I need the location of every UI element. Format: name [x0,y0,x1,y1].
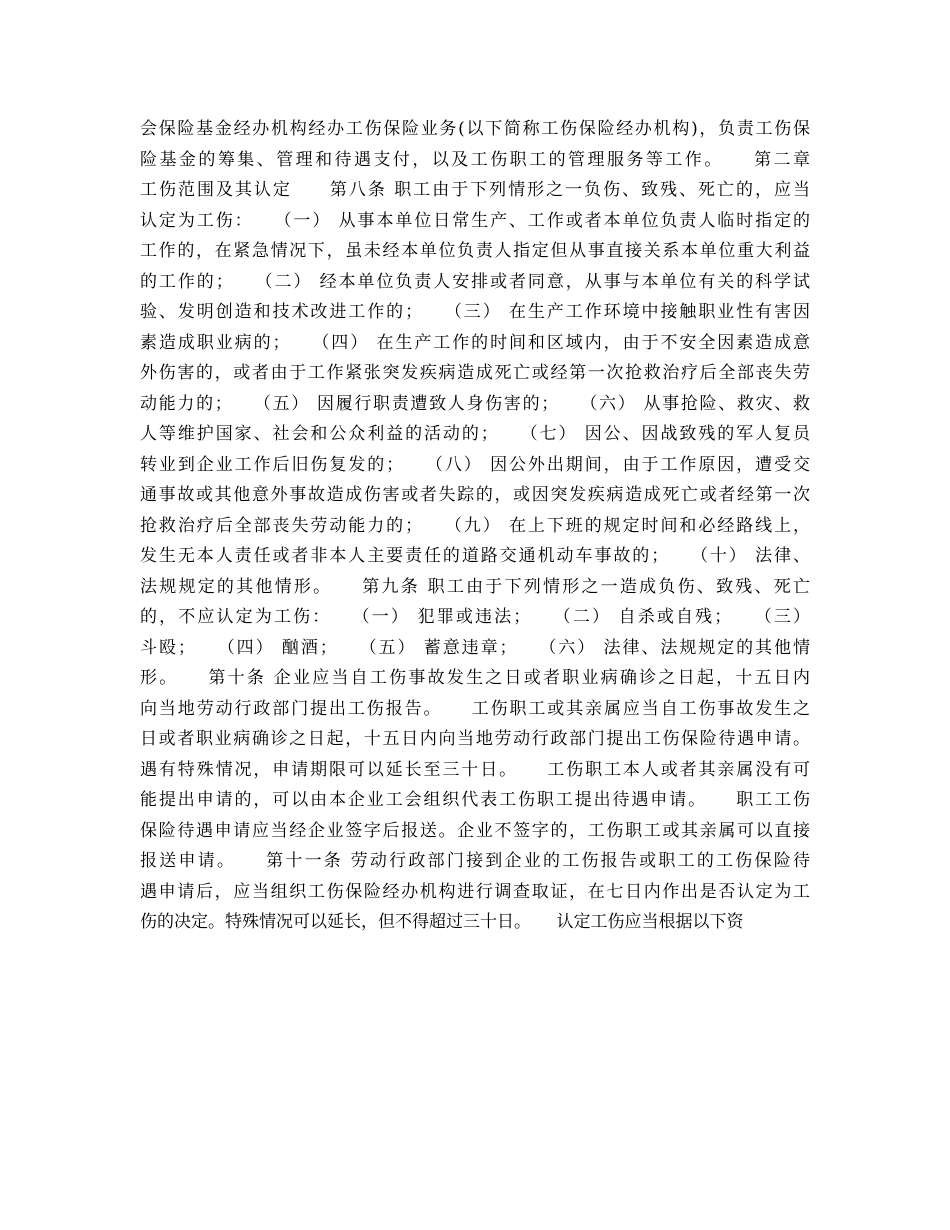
body-text [140,114,810,938]
text-line: 工作的，在紧急情况下，虽未经本单位负责人指定但从事直接关系本单位重大利益 [140,241,810,261]
text-line: 发生无本人责任或者非本人主要责任的道路交通机动车事故的； （十） 法律、 [140,546,810,566]
text-line: 人等维护国家、社会和公众利益的活动的； （七） 因公、因战致残的军人复员 [140,424,810,444]
text-line: 转业到企业工作后旧伤复发的； （八） 因公外出期间，由于工作原因，遭受交 [140,454,810,475]
text-line: 险基金的筹集、管理和待遇支付，以及工伤职工的管理服务等工作。 第二章 [140,149,810,170]
text-line: 会保险基金经办机构经办工伤保险业务(以下简称工伤保险经办机构)，负责工伤保 [140,119,810,139]
text-line: 的工作的； （二） 经本单位负责人安排或者同意，从事与本单位有关的科学试 [140,271,810,292]
text-line: 报送申请。 第十一条 劳动行政部门接到企业的工伤报告或职工的工伤保险待 [140,851,810,871]
text-line: 遇有特殊情况，申请期限可以延长至三十日。 工伤职工本人或者其亲属没有可 [140,759,810,780]
text-line: 伤的决定。特殊情况可以延长，但不得超过三十日。 认定工伤应当根据以下资 [140,912,744,932]
text-line: 动能力的； （五） 因履行职责遭致人身伤害的； （六） 从事抢险、救灾、救 [140,393,810,414]
text-line: 抢救治疗后全部丧失劳动能力的； （九） 在上下班的规定时间和必经路线上， [140,515,810,536]
text-line: 斗殴； （四） 酗酒； （五） 蓄意违章； （六） 法律、法规规定的其他情 [140,637,810,658]
text-line: 遇申请后，应当组织工伤保险经办机构进行调查取证，在七日内作出是否认定为工 [140,881,810,902]
text-line: 的，不应认定为工伤： （一） 犯罪或违法； （二） 自杀或自残； （三） [140,607,810,627]
text-line: 日或者职业病确诊之日起，十五日内向当地劳动行政部门提出工伤保险待遇申请。 [140,729,810,749]
text-line: 向当地劳动行政部门提出工伤报告。 工伤职工或其亲属应当自工伤事故发生之 [140,698,810,719]
text-line: 保险待遇申请应当经企业签字后报送。企业不签字的，工伤职工或其亲属可以直接 [140,820,810,841]
text-line: 工伤范围及其认定 第八条 职工由于下列情形之一负伤、致残、死亡的，应当 [140,180,810,200]
text-line: 通事故或其他意外事故造成伤害或者失踪的，或因突发疾病造成死亡或者经第一次 [140,485,810,505]
text-line: 认定为工伤： （一） 从事本单位日常生产、工作或者本单位负责人临时指定的 [140,210,810,231]
text-line: 能提出申请的，可以由本企业工会组织代表工伤职工提出待遇申请。 职工工伤 [140,790,810,810]
text-line: 形。 第十条 企业应当自工伤事故发生之日或者职业病确诊之日起，十五日内 [140,668,810,688]
text-line: 外伤害的，或者由于工作紧张突发疾病造成死亡或经第一次抢救治疗后全部丧失劳 [140,363,810,383]
text-line: 素造成职业病的； （四） 在生产工作的时间和区域内，由于不安全因素造成意 [140,332,810,353]
text-line: 法规规定的其他情形。 第九条 职工由于下列情形之一造成负伤、致残、死亡 [140,576,810,597]
text-line: 验、发明创造和技术改进工作的； （三） 在生产工作环境中接触职业性有害因 [140,302,810,322]
